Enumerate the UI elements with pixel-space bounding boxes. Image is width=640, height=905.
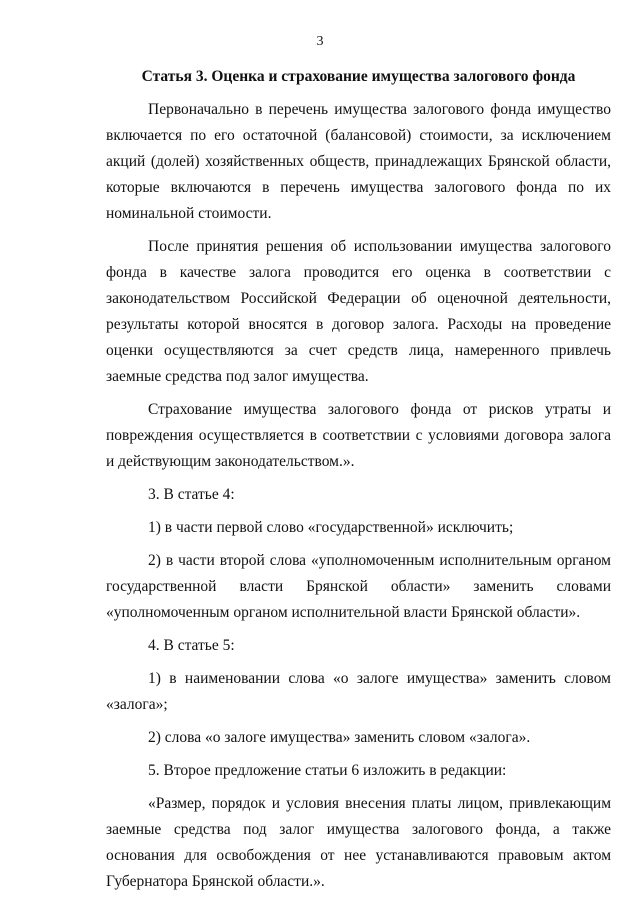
article-heading: Статья 3. Оценка и страхование имущества залогового фонда xyxy=(141,68,576,85)
paragraph-article-4-header: 3. В статье 4: xyxy=(148,486,235,503)
paragraph-article-6-header: 5. Второе предложение статьи 6 изложить в редакции: xyxy=(148,762,507,779)
paragraph-article-4-item-1: 1) в части первой слово «государственной» исключить; xyxy=(148,519,514,536)
document-body xyxy=(106,64,611,902)
page-number: 3 xyxy=(316,34,324,49)
paragraph-article-5-header: 4. В статье 5: xyxy=(148,637,235,654)
paragraph-initial-valuation: Первоначально в перечень имущества залогового фонда имущество включается по его остаточной (балансовой) стоимости, за исключением акций (долей) хозяйственных обществ, принадлежащих Брянской области, которые включаются в перечень имущества залогового фонда по их номинальной стоимости. xyxy=(106,101,611,222)
paragraph-article-5-item-2: 2) слова «о залоге имущества» заменить словом «залога». xyxy=(148,729,531,746)
paragraph-insurance: Страхование имущества залогового фонда от рисков утраты и повреждения осуществляется в соответствии с условиями договора залога и действующим законодательством.». xyxy=(106,401,611,470)
paragraph-article-5-item-1: 1) в наименовании слова «о залоге имущества» заменить словом «залога»; xyxy=(106,670,611,713)
paragraph-pledge-valuation: После принятия решения об использовании имущества залогового фонда в качестве залога проводится его оценка в соответствии с законодательством Российской Федерации об оценочной деятельности, результаты которой вносятся в договор залога. Расходы на проведение оценки осуществляются за счет средств лица, намеренного привлечь заемные средства под залог имущества. xyxy=(106,238,611,385)
paragraph-article-6-text: «Размер, порядок и условия внесения платы лицом, привлекающим заемные средства под залог имущества залогового фонда, а также основания для освобождения от нее устанавливаются правовым актом Губернатора Брянской области.». xyxy=(106,795,611,890)
paragraph-article-4-item-2: 2) в части второй слова «уполномоченным исполнительным органом государственной власти Брянской области» заменить словами «уполномоченным органом исполнительной власти Брянской области». xyxy=(106,552,611,621)
